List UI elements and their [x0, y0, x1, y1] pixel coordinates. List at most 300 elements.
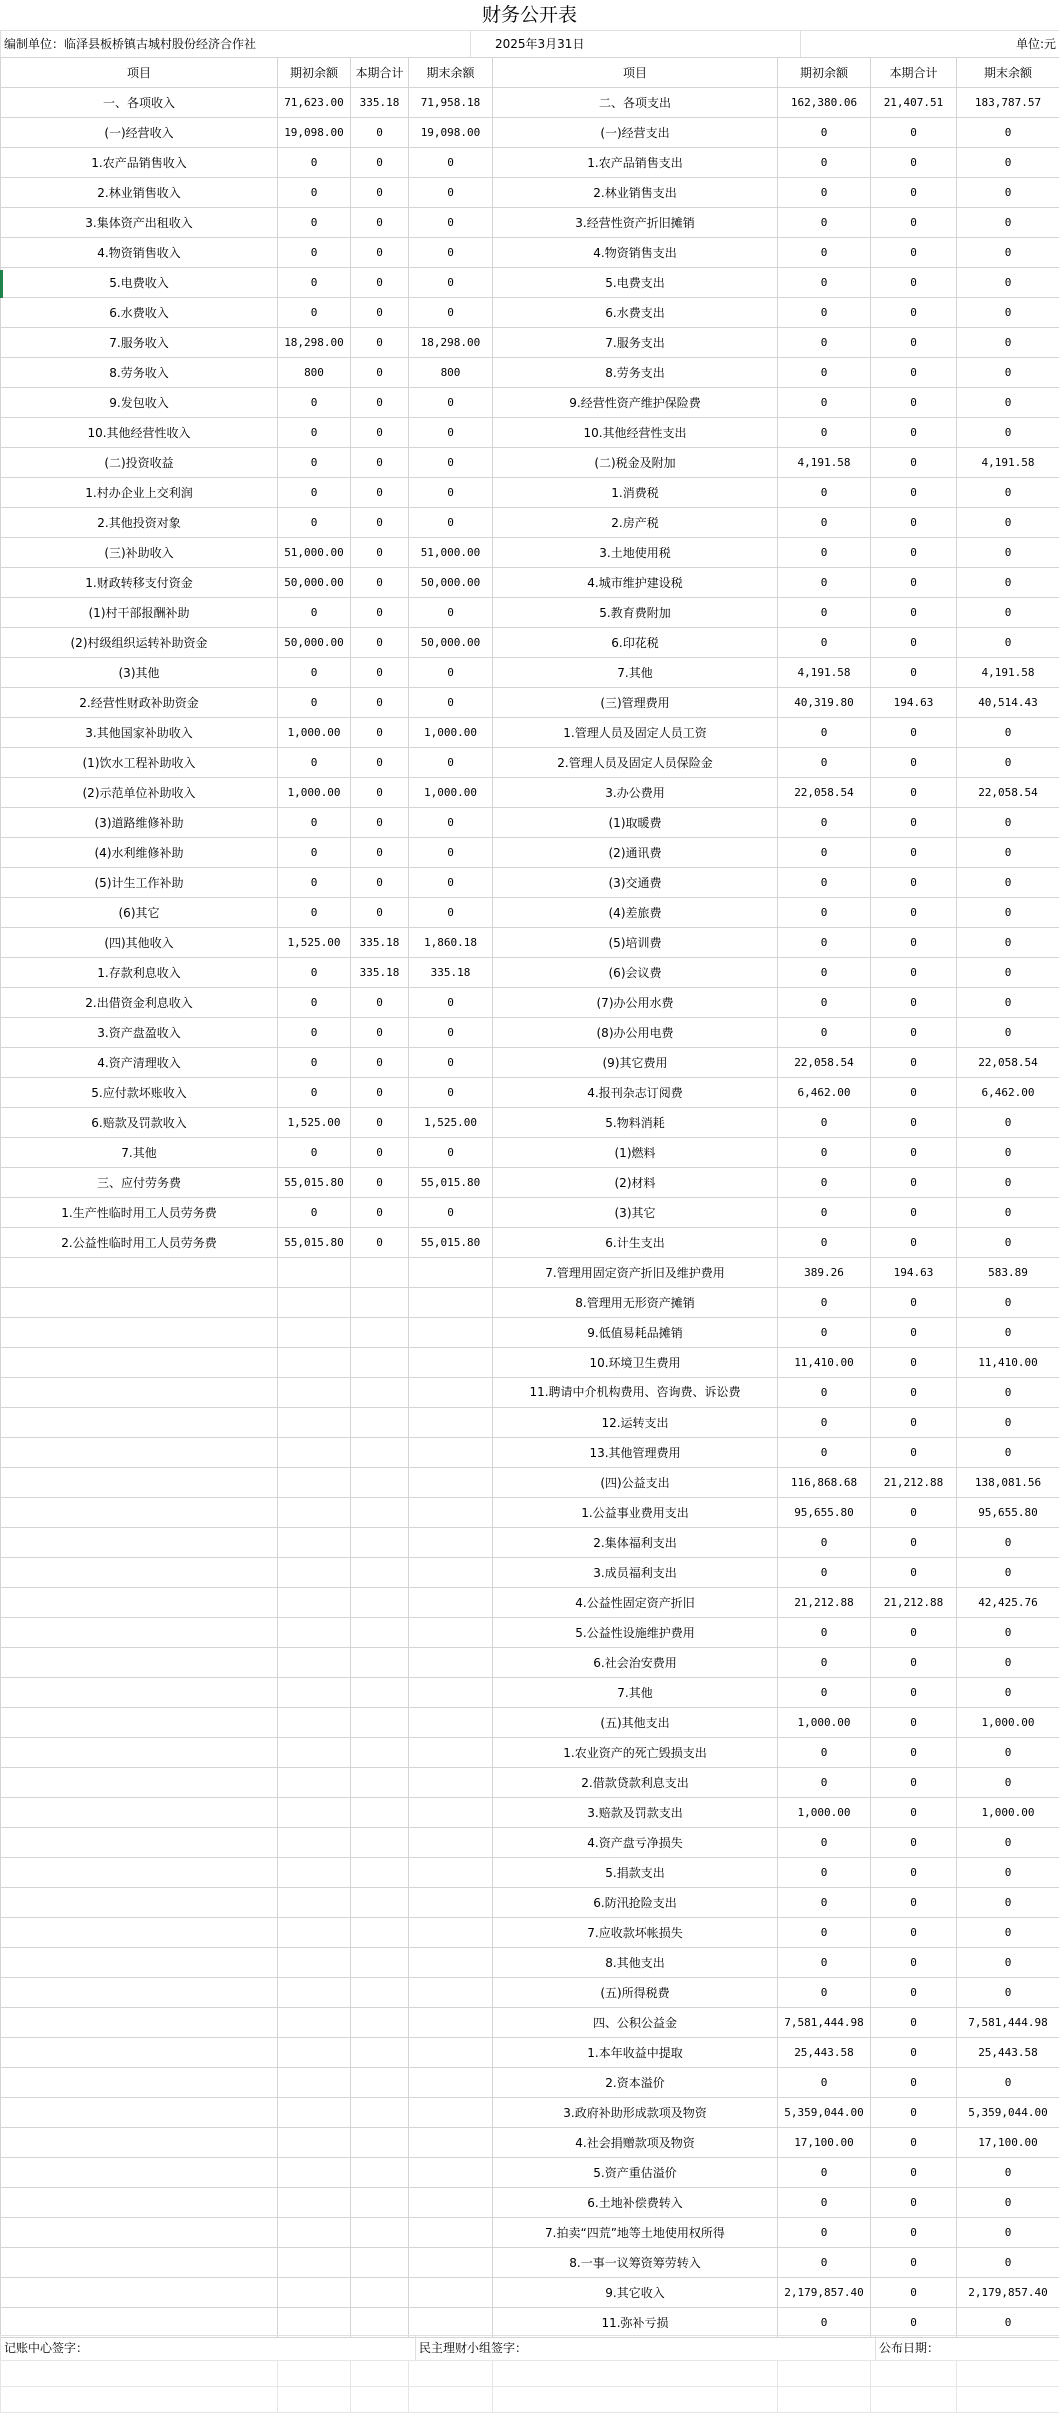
- right-period: 0: [871, 1438, 957, 1468]
- right-period: 0: [871, 148, 957, 178]
- left-closing: 1,860.18: [409, 928, 493, 958]
- left-period: 0: [351, 868, 409, 898]
- left-closing: [409, 1528, 493, 1558]
- table-row: [1, 2188, 1059, 2218]
- right-opening: 0: [778, 1918, 871, 1948]
- table-row: [1, 358, 1059, 388]
- table-row: [1, 1858, 1059, 1888]
- right-closing: 0: [957, 2308, 1059, 2338]
- right-opening: 0: [778, 298, 871, 328]
- table-row: [1, 208, 1059, 238]
- left-opening: [278, 1468, 351, 1498]
- right-opening: 0: [778, 1978, 871, 2008]
- right-period: 0: [871, 478, 957, 508]
- right-period: 0: [871, 2038, 957, 2068]
- right-opening: 7,581,444.98: [778, 2008, 871, 2038]
- right-period: 0: [871, 118, 957, 148]
- left-closing: [409, 1438, 493, 1468]
- table-row: [1, 478, 1059, 508]
- table-row: [1, 1498, 1059, 1528]
- right-item: 四、公积公益金: [493, 2008, 778, 2038]
- right-closing: 0: [957, 1408, 1059, 1438]
- left-item: 6.赔款及罚款收入: [1, 1108, 278, 1138]
- right-closing: 0: [957, 1438, 1059, 1468]
- right-closing: 0: [957, 298, 1059, 328]
- left-opening: 800: [278, 358, 351, 388]
- right-period: 0: [871, 1408, 957, 1438]
- right-opening: 0: [778, 178, 871, 208]
- right-closing: 0: [957, 418, 1059, 448]
- right-period: 0: [871, 1288, 957, 1318]
- left-period: 0: [351, 1168, 409, 1198]
- left-closing: [409, 1738, 493, 1768]
- right-closing: 0: [957, 718, 1059, 748]
- left-period: [351, 2248, 409, 2278]
- left-opening: 0: [278, 868, 351, 898]
- left-closing: [409, 1408, 493, 1438]
- header-closing-right: 期末余额: [957, 58, 1059, 88]
- left-item: (6)其它: [1, 898, 278, 928]
- right-item: 2.管理人员及固定人员保险金: [493, 748, 778, 778]
- table-row: [1, 2158, 1059, 2188]
- right-opening: 0: [778, 508, 871, 538]
- right-opening: 0: [778, 1648, 871, 1678]
- left-opening: 50,000.00: [278, 628, 351, 658]
- left-item: (2)村级组织运转补助资金: [1, 628, 278, 658]
- left-opening: [278, 2158, 351, 2188]
- left-period: 0: [351, 658, 409, 688]
- right-period: 0: [871, 1678, 957, 1708]
- left-opening: [278, 1528, 351, 1558]
- left-opening: [278, 1768, 351, 1798]
- right-opening: 0: [778, 478, 871, 508]
- left-period: [351, 1558, 409, 1588]
- left-closing: 800: [409, 358, 493, 388]
- right-period: 0: [871, 778, 957, 808]
- left-opening: [278, 1588, 351, 1618]
- right-item: 2.房产税: [493, 508, 778, 538]
- right-period: 0: [871, 1828, 957, 1858]
- right-opening: 0: [778, 2068, 871, 2098]
- right-item: 6.社会治安费用: [493, 1648, 778, 1678]
- left-closing: 1,000.00: [409, 718, 493, 748]
- right-period: 0: [871, 1948, 957, 1978]
- right-period: 0: [871, 1078, 957, 1108]
- right-opening: 0: [778, 238, 871, 268]
- right-period: 0: [871, 418, 957, 448]
- right-item: 13.其他管理费用: [493, 1438, 778, 1468]
- democracy-sign-label: 民主理财小组签字：: [416, 2336, 876, 2361]
- right-period: 0: [871, 1108, 957, 1138]
- right-period: 0: [871, 2188, 957, 2218]
- right-item: (8)办公用电费: [493, 1018, 778, 1048]
- right-item: 6.土地补偿费转入: [493, 2188, 778, 2218]
- right-period: 0: [871, 838, 957, 868]
- left-opening: [278, 2068, 351, 2098]
- right-item: (6)会议费: [493, 958, 778, 988]
- right-closing: 0: [957, 388, 1059, 418]
- right-item: 3.经营性资产折旧摊销: [493, 208, 778, 238]
- right-period: 0: [871, 958, 957, 988]
- right-item: 5.捐款支出: [493, 1858, 778, 1888]
- right-period: 0: [871, 1978, 957, 2008]
- left-item: 6.水费收入: [1, 298, 278, 328]
- right-period: 0: [871, 658, 957, 688]
- left-closing: 0: [409, 658, 493, 688]
- left-item: 一、各项收入: [1, 88, 278, 118]
- right-closing: 0: [957, 898, 1059, 928]
- left-opening: 50,000.00: [278, 568, 351, 598]
- left-period: [351, 1528, 409, 1558]
- right-opening: 0: [778, 988, 871, 1018]
- left-item: [1, 1618, 278, 1648]
- left-period: [351, 2158, 409, 2188]
- left-period: 335.18: [351, 928, 409, 958]
- right-item: (3)交通费: [493, 868, 778, 898]
- right-opening: 0: [778, 1738, 871, 1768]
- right-item: 5.电费支出: [493, 268, 778, 298]
- left-opening: 0: [278, 1138, 351, 1168]
- left-item: [1, 2128, 278, 2158]
- left-item: 2.其他投资对象: [1, 508, 278, 538]
- right-item: 1.公益事业费用支出: [493, 1498, 778, 1528]
- right-opening: 0: [778, 1828, 871, 1858]
- left-opening: 0: [278, 178, 351, 208]
- left-opening: 55,015.80: [278, 1228, 351, 1258]
- right-closing: 6,462.00: [957, 1078, 1059, 1108]
- table-row: [1, 568, 1059, 598]
- left-period: [351, 1378, 409, 1408]
- right-period: 0: [871, 1738, 957, 1768]
- right-period: 0: [871, 1048, 957, 1078]
- right-opening: 0: [778, 748, 871, 778]
- left-period: 0: [351, 298, 409, 328]
- right-closing: 0: [957, 208, 1059, 238]
- table-row: [1, 1648, 1059, 1678]
- right-opening: 22,058.54: [778, 1048, 871, 1078]
- left-period: 0: [351, 238, 409, 268]
- left-closing: 0: [409, 1138, 493, 1168]
- right-item: 6.计生支出: [493, 1228, 778, 1258]
- left-opening: 0: [278, 418, 351, 448]
- left-period: 0: [351, 1018, 409, 1048]
- right-closing: 0: [957, 268, 1059, 298]
- right-period: 194.63: [871, 1258, 957, 1288]
- right-item: 1.消费税: [493, 478, 778, 508]
- right-closing: 0: [957, 928, 1059, 958]
- left-opening: 0: [278, 688, 351, 718]
- left-closing: [409, 1918, 493, 1948]
- left-period: [351, 2098, 409, 2128]
- left-closing: [409, 1468, 493, 1498]
- right-item: 5.公益性设施维护费用: [493, 1618, 778, 1648]
- right-closing: 0: [957, 508, 1059, 538]
- right-opening: 0: [778, 1438, 871, 1468]
- table-header: [1, 58, 1059, 88]
- left-period: [351, 1258, 409, 1288]
- right-period: 0: [871, 1618, 957, 1648]
- left-opening: [278, 1318, 351, 1348]
- left-period: 0: [351, 418, 409, 448]
- right-item: 5.资产重估溢价: [493, 2158, 778, 2188]
- left-closing: 0: [409, 418, 493, 448]
- left-opening: 0: [278, 298, 351, 328]
- left-closing: 0: [409, 838, 493, 868]
- left-item: [1, 1648, 278, 1678]
- table-row: [1, 1348, 1059, 1378]
- left-closing: 0: [409, 268, 493, 298]
- left-item: [1, 1858, 278, 1888]
- right-opening: 0: [778, 568, 871, 598]
- table-row: [1, 448, 1059, 478]
- right-period: 21,407.51: [871, 88, 957, 118]
- signature-row: [0, 2335, 1059, 2361]
- left-closing: 0: [409, 388, 493, 418]
- left-opening: [278, 1828, 351, 1858]
- left-item: 2.出借资金利息收入: [1, 988, 278, 1018]
- right-opening: 0: [778, 388, 871, 418]
- right-closing: 0: [957, 1528, 1059, 1558]
- left-closing: [409, 1678, 493, 1708]
- right-period: 0: [871, 898, 957, 928]
- left-item: 2.林业销售收入: [1, 178, 278, 208]
- left-item: [1, 1378, 278, 1408]
- right-item: (五)其他支出: [493, 1708, 778, 1738]
- left-item: 5.应付款坏账收入: [1, 1078, 278, 1108]
- right-item: 3.赔款及罚款支出: [493, 1798, 778, 1828]
- right-item: 3.土地使用税: [493, 538, 778, 568]
- header-closing: 期末余额: [409, 58, 493, 88]
- unit-label: 单位:元: [801, 31, 1059, 58]
- right-closing: 0: [957, 1768, 1059, 1798]
- left-closing: 0: [409, 298, 493, 328]
- left-period: 0: [351, 388, 409, 418]
- right-closing: 0: [957, 1558, 1059, 1588]
- left-opening: [278, 1888, 351, 1918]
- left-item: 1.财政转移支付资金: [1, 568, 278, 598]
- left-period: [351, 2128, 409, 2158]
- left-opening: [278, 2248, 351, 2278]
- left-item: [1, 2098, 278, 2128]
- right-opening: 0: [778, 1528, 871, 1558]
- left-closing: 0: [409, 478, 493, 508]
- right-opening: 0: [778, 1168, 871, 1198]
- left-closing: [409, 2128, 493, 2158]
- table-row: [1, 1888, 1059, 1918]
- table-row: [1, 1978, 1059, 2008]
- right-closing: 0: [957, 148, 1059, 178]
- right-closing: 0: [957, 598, 1059, 628]
- right-opening: 0: [778, 868, 871, 898]
- table-row: [1, 1378, 1059, 1408]
- left-period: [351, 1498, 409, 1528]
- left-period: 0: [351, 328, 409, 358]
- table-row: [1, 598, 1059, 628]
- right-opening: 0: [778, 808, 871, 838]
- left-opening: [278, 1618, 351, 1648]
- right-period: 0: [871, 1798, 957, 1828]
- right-closing: 0: [957, 868, 1059, 898]
- left-opening: [278, 2038, 351, 2068]
- left-opening: [278, 2008, 351, 2038]
- left-opening: [278, 2098, 351, 2128]
- header-period-right: 本期合计: [871, 58, 957, 88]
- right-opening: 0: [778, 838, 871, 868]
- right-opening: 0: [778, 418, 871, 448]
- right-opening: 0: [778, 1138, 871, 1168]
- header-opening-right: 期初余额: [778, 58, 871, 88]
- left-item: 2.公益性临时用工人员劳务费: [1, 1228, 278, 1258]
- left-period: [351, 1438, 409, 1468]
- left-item: 5.电费收入: [1, 268, 278, 298]
- table-row: [1, 1738, 1059, 1768]
- left-item: [1, 1528, 278, 1558]
- left-opening: 0: [278, 448, 351, 478]
- left-item: (3)道路维修补助: [1, 808, 278, 838]
- right-period: 0: [871, 1318, 957, 1348]
- left-closing: [409, 2158, 493, 2188]
- table-row: [1, 778, 1059, 808]
- left-closing: [409, 1588, 493, 1618]
- right-closing: 0: [957, 2218, 1059, 2248]
- header-item-right: 项目: [493, 58, 778, 88]
- right-item: 8.管理用无形资产摊销: [493, 1288, 778, 1318]
- right-period: 0: [871, 568, 957, 598]
- left-period: 0: [351, 1228, 409, 1258]
- right-closing: 0: [957, 1618, 1059, 1648]
- table-row: [1, 1228, 1059, 1258]
- left-closing: 0: [409, 508, 493, 538]
- left-period: [351, 1918, 409, 1948]
- org-label: 编制单位：临泽县板桥镇古城村股份经济合作社: [1, 31, 471, 58]
- left-opening: 0: [278, 988, 351, 1018]
- right-opening: 6,462.00: [778, 1078, 871, 1108]
- left-item: 1.农产品销售收入: [1, 148, 278, 178]
- left-period: [351, 1738, 409, 1768]
- left-period: 0: [351, 1198, 409, 1228]
- right-period: 0: [871, 628, 957, 658]
- right-closing: 138,081.56: [957, 1468, 1059, 1498]
- table-row: [1, 238, 1059, 268]
- right-period: 0: [871, 2248, 957, 2278]
- left-period: 0: [351, 268, 409, 298]
- table-row: [1, 1318, 1059, 1348]
- left-item: [1, 1258, 278, 1288]
- right-closing: 7,581,444.98: [957, 2008, 1059, 2038]
- left-period: [351, 1288, 409, 1318]
- left-period: [351, 1468, 409, 1498]
- right-opening: 0: [778, 1018, 871, 1048]
- left-period: 0: [351, 688, 409, 718]
- left-period: [351, 1648, 409, 1678]
- right-item: 1.农产品销售支出: [493, 148, 778, 178]
- left-period: [351, 2008, 409, 2038]
- right-opening: 0: [778, 358, 871, 388]
- right-item: (二)税金及附加: [493, 448, 778, 478]
- table-row: [1, 1798, 1059, 1828]
- table-row: [1, 1018, 1059, 1048]
- left-item: (3)其他: [1, 658, 278, 688]
- right-opening: 116,868.68: [778, 1468, 871, 1498]
- left-opening: 0: [278, 268, 351, 298]
- table-row: [1, 1408, 1059, 1438]
- right-period: 0: [871, 928, 957, 958]
- right-opening: 4,191.58: [778, 448, 871, 478]
- right-opening: 2,179,857.40: [778, 2278, 871, 2308]
- table-row: [1, 2278, 1059, 2308]
- table-row: [1, 2128, 1059, 2158]
- right-closing: 0: [957, 568, 1059, 598]
- table-row: [1, 418, 1059, 448]
- left-item: [1, 1318, 278, 1348]
- table-row: [1, 2098, 1059, 2128]
- left-opening: [278, 2128, 351, 2158]
- table-row: [1, 658, 1059, 688]
- right-closing: 0: [957, 1888, 1059, 1918]
- right-opening: 0: [778, 718, 871, 748]
- left-item: 1.存款利息收入: [1, 958, 278, 988]
- left-period: 0: [351, 1078, 409, 1108]
- right-item: 二、各项支出: [493, 88, 778, 118]
- right-item: (2)材料: [493, 1168, 778, 1198]
- left-period: [351, 1588, 409, 1618]
- right-opening: 0: [778, 1108, 871, 1138]
- left-item: [1, 2068, 278, 2098]
- right-period: 0: [871, 298, 957, 328]
- right-period: 0: [871, 388, 957, 418]
- right-opening: 0: [778, 1228, 871, 1258]
- left-closing: [409, 2008, 493, 2038]
- left-period: 0: [351, 838, 409, 868]
- right-closing: 0: [957, 838, 1059, 868]
- right-period: 194.63: [871, 688, 957, 718]
- left-item: [1, 1918, 278, 1948]
- right-opening: 5,359,044.00: [778, 2098, 871, 2128]
- right-opening: 0: [778, 1618, 871, 1648]
- left-period: [351, 2038, 409, 2068]
- right-period: 0: [871, 2068, 957, 2098]
- left-item: [1, 1438, 278, 1468]
- left-period: [351, 1828, 409, 1858]
- left-period: [351, 1768, 409, 1798]
- left-closing: 50,000.00: [409, 568, 493, 598]
- left-item: 7.服务收入: [1, 328, 278, 358]
- right-period: 0: [871, 1378, 957, 1408]
- right-closing: 0: [957, 2068, 1059, 2098]
- table-row: [1, 1918, 1059, 1948]
- table-row: [1, 1168, 1059, 1198]
- left-item: 7.其他: [1, 1138, 278, 1168]
- right-opening: 22,058.54: [778, 778, 871, 808]
- left-period: 0: [351, 1048, 409, 1078]
- right-period: 0: [871, 1228, 957, 1258]
- right-closing: 0: [957, 1378, 1059, 1408]
- left-opening: 0: [278, 508, 351, 538]
- left-period: 0: [351, 208, 409, 238]
- left-opening: [278, 1348, 351, 1378]
- right-closing: 0: [957, 1168, 1059, 1198]
- right-closing: 0: [957, 1678, 1059, 1708]
- right-item: 1.管理人员及固定人员工资: [493, 718, 778, 748]
- left-closing: 0: [409, 988, 493, 1018]
- right-closing: 0: [957, 118, 1059, 148]
- left-item: 4.资产清理收入: [1, 1048, 278, 1078]
- left-opening: [278, 1498, 351, 1528]
- left-period: 0: [351, 748, 409, 778]
- right-opening: 21,212.88: [778, 1588, 871, 1618]
- right-item: 10.环境卫生费用: [493, 1348, 778, 1378]
- left-period: [351, 1858, 409, 1888]
